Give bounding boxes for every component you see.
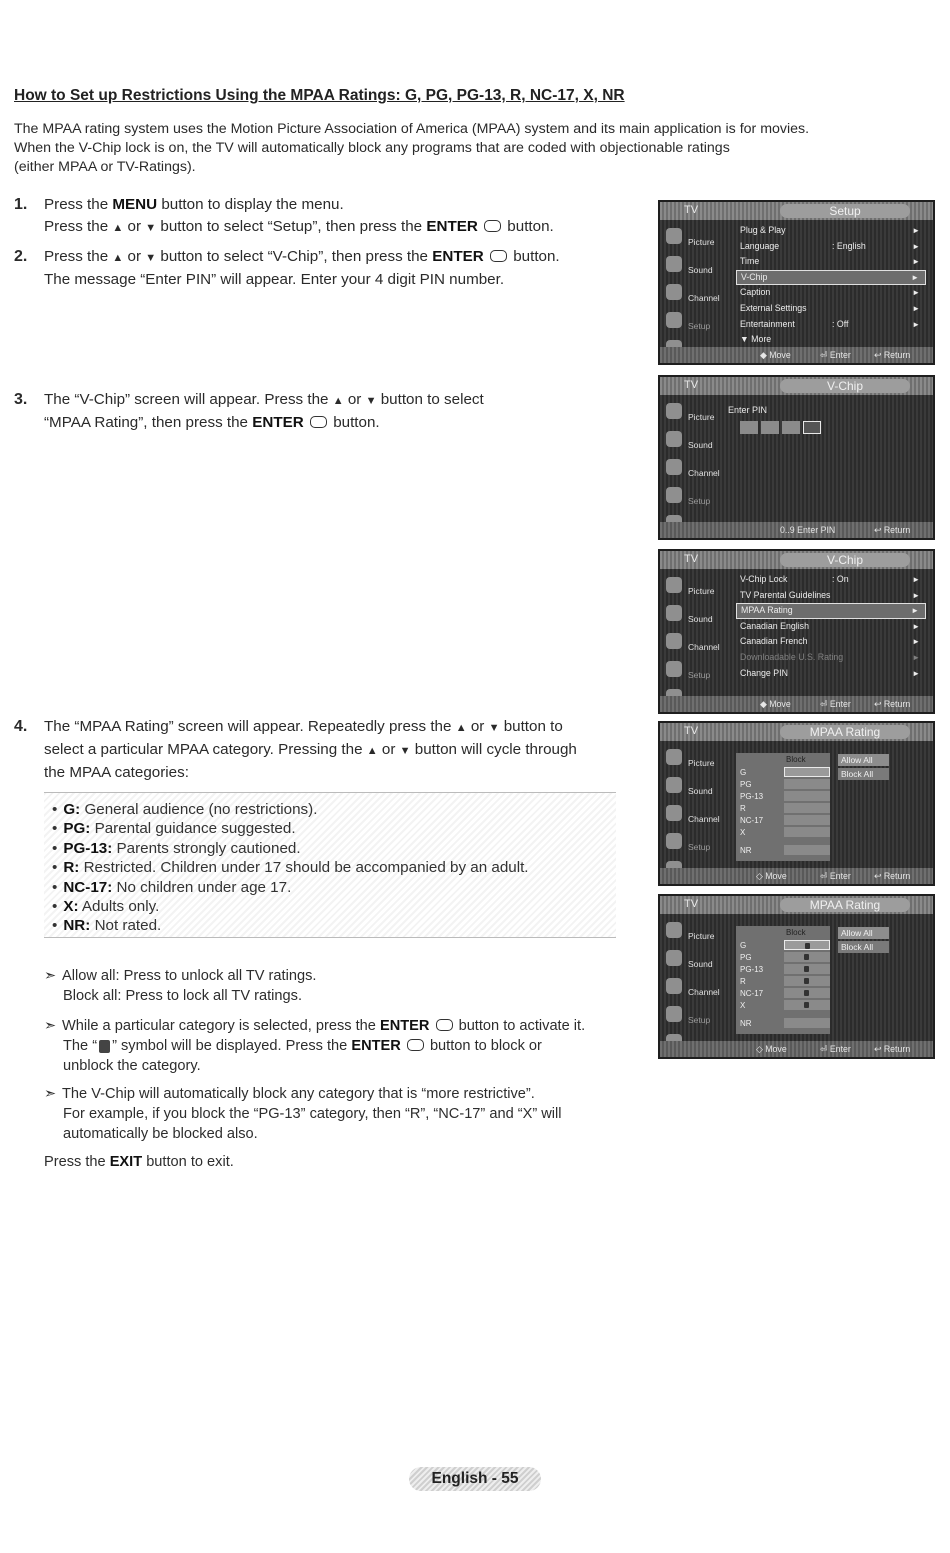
category-item: • R: Restricted. Children under 17 should be accompanied by an adult. [52,859,529,877]
tv-menu-item[interactable]: Change PIN ► [740,667,920,678]
note-enter-lock [44,1016,644,1076]
tv-sidebar [664,745,724,885]
tv-menu-list [736,223,926,348]
tv-menu-list [736,572,926,681]
note-arrow-icon: ➣ [44,968,57,984]
pin-digit[interactable] [782,421,800,434]
category-item: • NC-17: No children under age 17. [52,878,292,896]
note-arrow-icon: ➣ [44,1018,57,1034]
rating-row[interactable]: NR [740,1018,752,1029]
mpaa-category-list [44,792,616,938]
setup-icon: Setup [664,829,724,857]
sound-icon: Sound [664,773,724,801]
enter-icon [407,1039,424,1051]
note-line: unblock the category. [63,1058,201,1074]
tv-menu-item[interactable]: External Settings ► [740,302,920,313]
category-item: • X: Adults only. [52,898,160,916]
tv-source-label: TV [684,379,699,391]
down-arrow-icon: ▼ [365,395,377,407]
rating-row[interactable]: X [740,1000,745,1011]
tv-menu-item[interactable]: ▼ More [740,334,772,345]
picture-icon: Picture [664,224,724,252]
channel-icon: Channel [664,801,724,829]
tv-sidebar [664,918,724,1058]
tv-hint-bar: ◇ Move ⏎ Enter ↩ Return [660,1041,933,1057]
note-line: For example, if you block the “PG-13” category, then “R”, “NC-17” and “X” will [63,1106,562,1122]
step-line: “MPAA Rating”, then press the ENTER button. [44,414,380,431]
tv-menu-item[interactable]: Caption ► [740,287,920,298]
step-line: select a particular MPAA category. Pressing the ▲ or ▼ button will cycle through [44,741,577,758]
rating-table [736,926,830,1034]
tv-menu-item-disabled: Downloadable U.S. Rating ► [740,651,920,662]
lock-icon [804,1002,809,1008]
block-column-header: Block [786,755,806,764]
block-all-button[interactable]: Block All [838,768,889,780]
tv-screen-mpaa-rating-locked [658,894,935,1059]
intro-line: (either MPAA or TV-Ratings). [14,159,196,175]
rating-row[interactable]: NC-17 [740,988,763,999]
rating-table [736,753,830,861]
rating-row[interactable]: PG [740,952,752,963]
setup-icon: Setup [664,483,724,511]
lock-icon [804,990,809,996]
lock-icon [804,978,809,984]
allow-all-button[interactable]: Allow All [838,927,889,939]
step-1 [14,194,624,239]
tv-screen-setup [658,200,935,365]
note-line: The “ ” symbol will be displayed. Press the ENTER button to block or [63,1038,542,1054]
step-line: Press the MENU button to display the menu. [44,196,344,213]
rating-row[interactable]: NR [740,845,752,856]
pin-digit[interactable] [761,421,779,434]
tv-screen-title: V-Chip [780,379,910,393]
tv-menu-item[interactable]: Entertainment : Off ► [740,318,920,329]
intro-paragraph [14,120,914,177]
step-number: 3. [14,391,28,408]
setup-icon: Setup [664,657,724,685]
tv-screen-title: MPAA Rating [780,725,910,739]
tv-menu-item[interactable]: V-Chip Lock : On ► [740,574,920,584]
note-line: ➣ The V-Chip will automatically block any category that is “more restrictive”. [44,1086,535,1102]
lock-icon [804,966,809,972]
note-allow-block [44,966,644,1006]
enter-icon [484,220,501,232]
tv-hint-bar: ◇ Move ⏎ Enter ↩ Return [660,868,933,884]
tv-hint-bar: ◆ Move ⏎ Enter ↩ Return [660,696,933,712]
block-all-button[interactable]: Block All [838,941,889,953]
note-auto-block [44,1084,644,1144]
enter-icon [310,416,327,428]
rating-row[interactable]: X [740,827,745,838]
exit-instruction: Press the EXIT button to exit. [44,1154,234,1170]
up-arrow-icon: ▲ [455,722,467,734]
tv-menu-item[interactable]: Canadian English ► [740,620,920,631]
sound-icon: Sound [664,946,724,974]
step-3 [14,389,624,434]
rating-row[interactable]: PG [740,779,752,790]
category-item: • PG: Parental guidance suggested. [52,820,296,838]
channel-icon: Channel [664,629,724,657]
rating-row[interactable]: R [740,803,746,814]
category-item: • PG-13: Parents strongly cautioned. [52,839,301,857]
note-line: automatically be blocked also. [63,1126,258,1142]
rating-row[interactable]: G [740,767,746,778]
rating-row[interactable]: NC-17 [740,815,763,826]
picture-icon: Picture [664,918,724,946]
step-line: Press the ▲ or ▼ button to select “Setup”, then press the ENTER button. [44,218,554,235]
picture-icon: Picture [664,399,724,427]
tv-hint-bar: 0..9 Enter PIN ↩ Return [660,522,933,538]
tv-menu-item[interactable]: Plug & Play ► [740,225,920,235]
setup-icon: Setup [664,1002,724,1030]
note-line: ➣ While a particular category is selected, press the ENTER button to activate it. [44,1018,586,1034]
tv-menu-item-selected[interactable]: V-Chip ► [736,270,926,286]
step-number: 4. [14,718,28,735]
picture-icon: Picture [664,573,724,601]
pin-digit[interactable] [803,421,821,434]
tv-screen-title: MPAA Rating [780,898,910,912]
enter-pin-label: Enter PIN [728,405,768,415]
tv-sidebar [664,573,724,713]
step-2 [14,246,624,291]
down-arrow-icon: ▼ [145,222,157,234]
down-arrow-icon: ▼ [399,745,411,757]
page-number: English - 55 [409,1467,541,1491]
step-number: 2. [14,248,28,265]
tv-screen-mpaa-rating [658,721,935,886]
tv-hint-bar: ◆ Move ⏎ Enter ↩ Return [660,347,933,363]
intro-line: When the V-Chip lock is on, the TV will automatically block any programs that are coded with objectionable ratings [14,140,730,156]
step-4 [14,716,624,784]
up-arrow-icon: ▲ [366,745,378,757]
category-item: • NR: Not rated. [52,917,162,935]
tv-screen-title: Setup [780,204,910,218]
tv-menu-item[interactable]: Time ► [740,256,920,267]
channel-icon: Channel [664,455,724,483]
rating-row[interactable]: G [740,940,746,951]
tv-source-label: TV [684,204,699,216]
category-item: • G: General audience (no restrictions). [52,801,318,818]
rating-row[interactable]: R [740,976,746,987]
tv-screen-enter-pin [658,375,935,540]
step-line: The “V-Chip” screen will appear. Press the ▲ or ▼ button to select [44,391,484,408]
pin-digit[interactable] [740,421,758,434]
step-line: the MPAA categories: [44,764,189,781]
down-arrow-icon: ▼ [145,252,157,264]
step-line: Press the ▲ or ▼ button to select “V-Chip”, then press the ENTER button. [44,248,560,265]
tv-menu-item[interactable]: Language : English ► [740,240,920,251]
tv-source-label: TV [684,725,699,737]
pin-input[interactable] [740,421,824,439]
tv-menu-item[interactable]: TV Parental Guidelines ► [740,589,920,600]
rating-row[interactable]: PG-13 [740,791,763,802]
tv-menu-item[interactable]: Canadian French ► [740,636,920,647]
up-arrow-icon: ▲ [112,222,124,234]
enter-icon [436,1019,453,1031]
sound-icon: Sound [664,252,724,280]
sound-icon: Sound [664,427,724,455]
lock-icon [99,1040,110,1053]
step-line: The message “Enter PIN” will appear. Enter your 4 digit PIN number. [44,271,505,288]
up-arrow-icon: ▲ [112,252,124,264]
block-column-header: Block [786,928,806,937]
intro-line: The MPAA rating system uses the Motion Picture Association of America (MPAA) system and its main application is for movies. [14,121,810,137]
note-line: Block all: Press to lock all TV ratings. [63,988,302,1004]
channel-icon: Channel [664,974,724,1002]
step-number: 1. [14,196,28,213]
tv-source-label: TV [684,898,699,910]
tv-sidebar [664,224,724,364]
step-line: The “MPAA Rating” screen will appear. Repeatedly press the ▲ or ▼ button to [44,718,563,735]
picture-icon: Picture [664,745,724,773]
enter-icon [490,250,507,262]
section-heading: How to Set up Restrictions Using the MPAA Ratings: G, PG, PG-13, R, NC-17, X, NR [14,87,625,104]
tv-screen-vchip [658,549,935,714]
up-arrow-icon: ▲ [332,395,344,407]
note-arrow-icon: ➣ [44,1086,57,1102]
down-arrow-icon: ▼ [488,722,500,734]
setup-icon: Setup [664,308,724,336]
lock-icon [805,943,810,949]
note-line: ➣ Allow all: Press to unlock all TV ratings. [44,968,317,984]
tv-screen-title: V-Chip [780,553,910,567]
tv-source-label: TV [684,553,699,565]
allow-all-button[interactable]: Allow All [838,754,889,766]
sound-icon: Sound [664,601,724,629]
tv-sidebar [664,399,724,539]
lock-icon [804,954,809,960]
tv-menu-item-selected[interactable]: MPAA Rating ► [736,603,926,619]
channel-icon: Channel [664,280,724,308]
rating-row[interactable]: PG-13 [740,964,763,975]
